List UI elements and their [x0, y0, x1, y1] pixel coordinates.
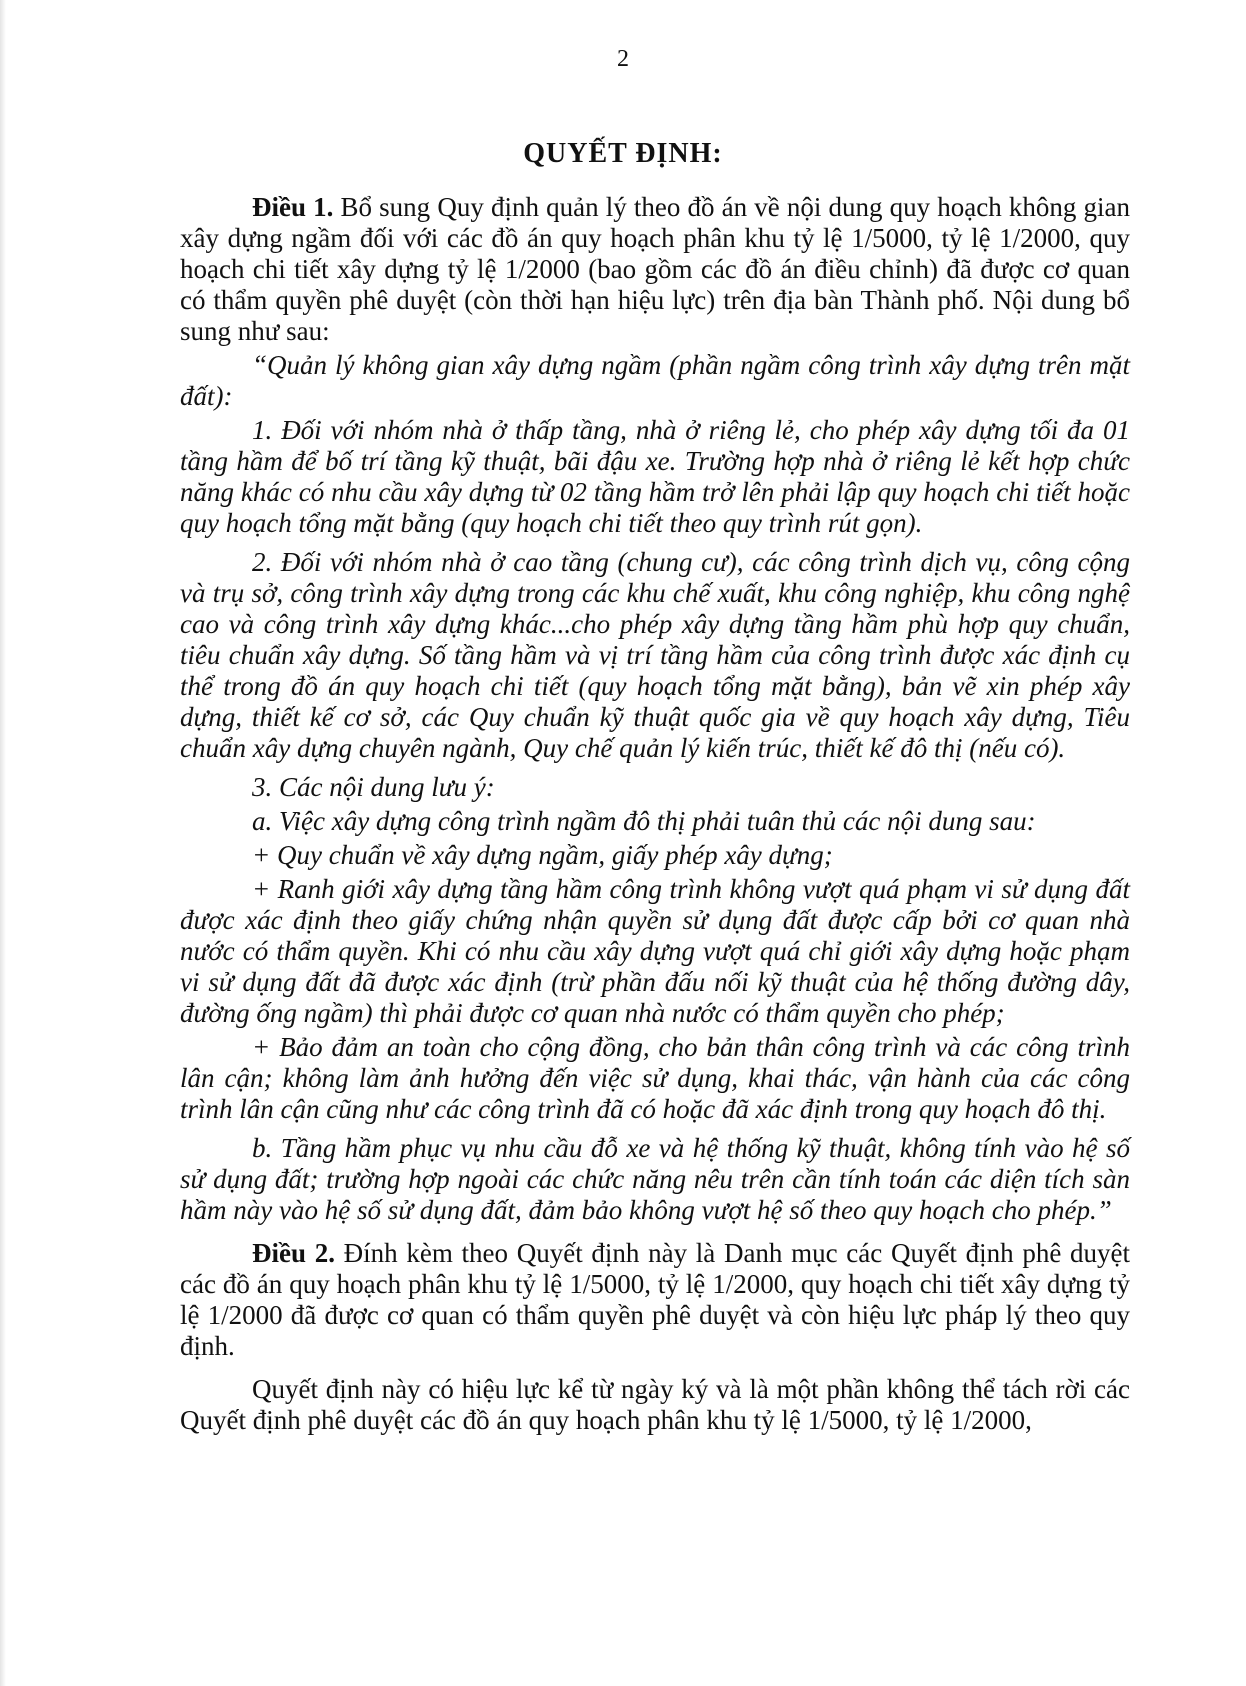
bullet-3: + Bảo đảm an toàn cho cộng đồng, cho bản thân công trình và các công trình lân cận; không làm ảnh hưởng đến việc sử dụng, khai thác, vận hành của các công trình lân cận cũng như các công trình đã có hoặc đã xác định trong quy hoạch đô thị.: [180, 1032, 1130, 1124]
item-3: 3. Các nội dung lưu ý:: [252, 772, 495, 802]
document-body: [180, 192, 1130, 1436]
decision-heading: QUYẾT ĐỊNH:: [523, 138, 723, 169]
closing-paragraph: Quyết định này có hiệu lực kể từ ngày ký và là một phần không thể tách rời các Quyết định phê duyệt các đồ án quy hoạch phân khu tỷ lệ 1/5000, tỷ lệ 1/2000,: [180, 1374, 1130, 1435]
article-1-paragraph: [180, 192, 1130, 347]
article-2-paragraph: [180, 1238, 1130, 1362]
item-2: 2. Đối với nhóm nhà ở cao tầng (chung cư), các công trình dịch vụ, công cộng và trụ sở, công trình xây dựng trong các khu chế xuất, khu công nghiệp, khu công nghệ cao và công trình xây dựng khác...cho phép xây dựng tầng hầm phù hợp quy chuẩn, tiêu chuẩn xây dựng. Số tầng hầm và vị trí tầng hầm của công trình được xác định cụ thể trong đồ án quy hoạch chi tiết (quy hoạch tổng mặt bằng), bản vẽ xin phép xây dựng, thiết kế cơ sở, các Quy chuẩn kỹ thuật quốc gia về quy hoạch xây dựng, Tiêu chuẩn xây dựng chuyên ngành, Quy chế quản lý kiến trúc, thiết kế đô thị (nếu có).: [180, 547, 1130, 763]
article-2-label: Điều 2.: [252, 1238, 335, 1268]
quote-intro: “Quản lý không gian xây dựng ngầm (phần ngầm công trình xây dựng trên mặt đất):: [180, 350, 1130, 411]
bullet-1: + Quy chuẩn về xây dựng ngầm, giấy phép xây dựng;: [252, 840, 833, 870]
item-3a: a. Việc xây dựng công trình ngầm đô thị phải tuân thủ các nội dung sau:: [252, 806, 1036, 836]
article-1-label: Điều 1.: [252, 192, 334, 222]
item-1: 1. Đối với nhóm nhà ở thấp tầng, nhà ở riêng lẻ, cho phép xây dựng tối đa 01 tầng hầm để bố trí tầng kỹ thuật, bãi đậu xe. Trường hợp nhà ở riêng lẻ kết hợp chức năng khác có nhu cầu xây dựng từ 02 tầng hầm trở lên phải lập quy hoạch chi tiết hoặc quy hoạch tổng mặt bằng (quy hoạch chi tiết theo quy trình rút gọn).: [180, 415, 1130, 538]
page-number: 2: [617, 46, 629, 72]
article-2-text: Đính kèm theo Quyết định này là Danh mục các Quyết định phê duyệt các đồ án quy hoạch phân khu tỷ lệ 1/5000, tỷ lệ 1/2000, quy hoạch chi tiết xây dựng tỷ lệ 1/2000 đã được cơ quan có thẩm quyền phê duyệt và còn hiệu lực pháp lý theo quy định.: [180, 1238, 1130, 1361]
scan-edge-shadow: [0, 0, 6, 1686]
bullet-2: + Ranh giới xây dựng tầng hầm công trình không vượt quá phạm vi sử dụng đất được xác định theo giấy chứng nhận quyền sử dụng đất được cấp bởi cơ quan nhà nước có thẩm quyền. Khi có nhu cầu xây dựng vượt quá chỉ giới xây dựng hoặc phạm vi sử dụng đất đã được xác định (trừ phần đấu nối kỹ thuật của hệ thống đường dây, đường ống ngầm) thì phải được cơ quan nhà nước có thẩm quyền cho phép;: [180, 874, 1130, 1028]
item-3b: b. Tầng hầm phục vụ nhu cầu đỗ xe và hệ thống kỹ thuật, không tính vào hệ số sử dụng đất; trường hợp ngoài các chức năng nêu trên cần tính toán các diện tích sàn hầm này vào hệ số sử dụng đất, đảm bảo không vượt hệ số theo quy hoạch cho phép.”: [180, 1133, 1130, 1225]
article-1-text: Bổ sung Quy định quản lý theo đồ án về nội dung quy hoạch không gian xây dựng ngầm đối với các đồ án quy hoạch phân khu tỷ lệ 1/5000, tỷ lệ 1/2000, quy hoạch chi tiết xây dựng tỷ lệ 1/2000 (bao gồm các đồ án điều chỉnh) đã được cơ quan có thẩm quyền phê duyệt (còn thời hạn hiệu lực) trên địa bàn Thành phố. Nội dung bổ sung như sau:: [180, 192, 1130, 346]
